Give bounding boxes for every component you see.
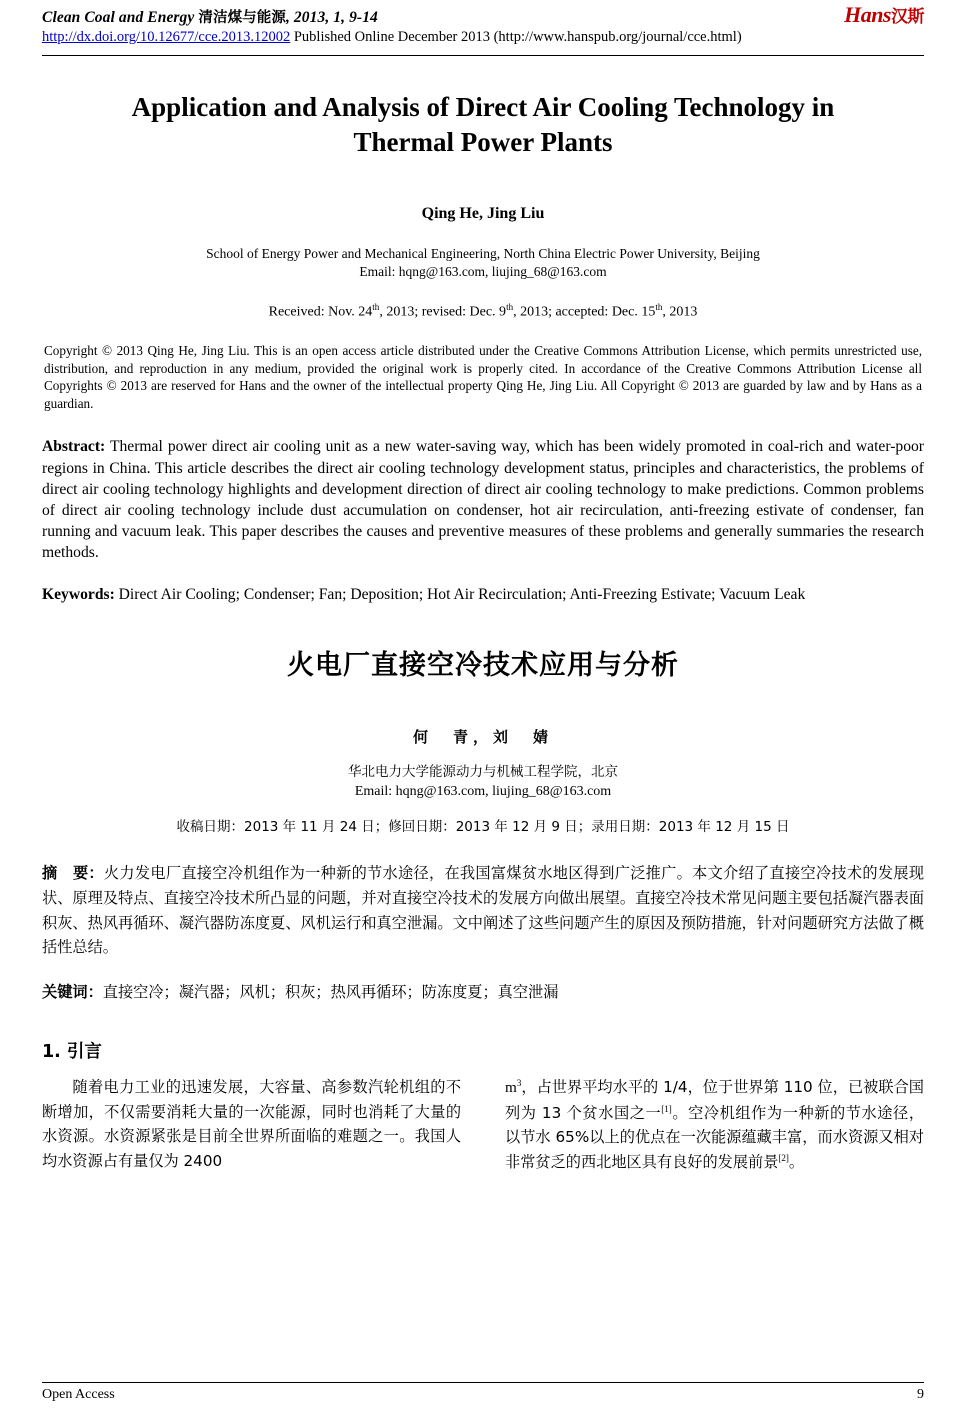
sup-th-1: th [372,301,380,312]
two-column-body [42,1075,924,1175]
authors-en: Qing He, Jing Liu [421,205,545,223]
affiliation-cn [42,763,924,801]
affiliation-en-text: School of Energy Power and Mechanical Engineering, North China Electric Power University, Beijing [206,246,760,262]
footer-divider [42,1382,924,1383]
journal-volume-info: , 2013, 1, 9-14 [285,9,378,26]
body-column-right [505,1075,924,1175]
keywords-cn-label: 关键词： [42,982,103,1001]
authors-cn: 何 青，刘 婧 [412,727,553,746]
dates-en-p4: , 2013 [662,304,698,320]
journal-title-line [42,6,924,27]
citation-ref-2: [2] [778,1152,789,1163]
body-column-left [42,1075,461,1175]
keywords-en-label: Keywords: [42,585,115,603]
affiliation-cn-text: 华北电力大学能源动力与机械工程学院，北京 [348,763,618,780]
doi-link[interactable]: http://dx.doi.org/10.12677/cce.2013.12002 [42,29,291,45]
publisher-logo [844,2,924,28]
abstract-cn-text: 火力发电厂直接空冷机组作为一种新的节水途径，在我国富煤贫水地区得到广泛推广。本文介绍了直接空冷技术的发展现状、原理及特点、直接空冷技术所凸显的问题，并对直接空冷技术的发展方向做出展望。直接空冷技术常见问题主要包括凝汽器表面积灰、热风再循环、凝汽器防冻度夏、风机运行和真空泄漏。文中阐述了这些问题产生的原因及预防措施，针对问题研究方法做了概括性总结。 [42,864,925,957]
abstract-en-text: Thermal power direct air cooling unit as a new water-saving way, which has been widely promoted in coal-rich and water-poor regions in China. This article describes the direct air cooling technology development status, principles and characteristics, the problems of direct air cooling technology highlights and development direction of direct air cooling technology to make predictions. Common problems of direct air cooling technology include dust accumulation on condenser, hot air recirculation, anti-freezing estivate of condenser, fan running and vacuum leak. This paper describes the causes and preventive measures of these problems and generally summaries the research methods. [42,438,924,562]
dates-en-p2: , 2013; revised: Dec. 9 [379,304,507,320]
affiliation-en [42,245,924,281]
keywords-en-text: Direct Air Cooling; Condenser; Fan; Deposition; Hot Air Recirculation; Anti-Freezing Estivate; Vacuum Leak [114,585,806,603]
publisher-logo-en: Hans [844,2,891,27]
doi-line [42,29,924,46]
abstract-en-label: Abstract: [42,438,106,456]
email-cn: Email: hqng@163.com, liujing_68@163.com [354,783,612,799]
dates-cn: 收稿日期：2013 年 11 月 24 日；修回日期：2013 年 12 月 9 日；录用日期：2013 年 12 月 15 日 [176,819,790,836]
body-paragraph-right [505,1075,924,1175]
section-heading-introduction: 1. 引言 [42,1042,102,1063]
dates-en-p3: , 2013; accepted: Dec. 15 [513,304,656,320]
unit-m: m [505,1079,517,1097]
citation-ref-1: [1] [661,1103,672,1114]
abstract-en [42,436,924,563]
publisher-logo-cn: 汉斯 [891,7,924,27]
page-footer [42,1382,924,1403]
open-access-label: Open Access [42,1387,115,1402]
keywords-en [42,584,924,605]
paper-title-cn: 火电厂直接空冷技术应用与分析 [287,649,679,681]
keywords-cn [42,980,924,1004]
body-right-text-2: 。空冷机组作为一种新的节水途径，以节水 65%以上的优点在一次能源蕴藏丰富，而水资源又相对非常贫乏的西北地区具有良好的发展前景 [505,1103,925,1171]
body-paragraph-left: 随着电力工业的迅速发展，大容量、高参数汽轮机组的不断增加，不仅需要消耗大量的一次能源，同时也消耗了大量的水资源。水资源紧张是目前全世界所面临的难题之一。我国人均水资源占有量仅为 2400 [42,1078,461,1170]
paper-title-en: Application and Analysis of Direct Air Cooling Technology in Thermal Power Plants [131,92,835,157]
unit-m-exponent: 3 [516,1078,522,1089]
page-number: 9 [917,1387,924,1402]
sup-th-3: th [655,301,663,312]
journal-title-en: Clean Coal and Energy [42,9,195,26]
copyright-notice: Copyright © 2013 Qing He, Jing Liu. This is an open access article distributed under the Creative Commons Attribution License, which permits unrestricted use, distribution, and reproduction in any medium, provided the original work is properly cited. In accordance of the Creative Commons Attribution License all Copyrights © 2013 are reserved for Hans and the owner of the intellectual property Qing He, Jing Liu. All Copyright © 2013 are guarded by law and by Hans as a guardian. [44,343,922,411]
abstract-cn-label: 摘 要： [42,864,104,883]
dates-en [42,302,924,321]
publication-info: Published Online December 2013 (http://www.hanspub.org/journal/cce.html) [293,29,742,45]
sup-th-2: th [506,301,514,312]
dates-en-p1: Received: Nov. 24 [268,304,373,320]
page-header [42,0,924,52]
header-divider [42,55,924,56]
email-en: Email: hqng@163.com, liujing_68@163.com [359,264,607,280]
body-right-text-3: 。 [788,1152,805,1171]
body-right-text-1: ，占世界平均水平的 1/4，位于世界第 110 位，已被联合国列为 13 个贫水国之一 [505,1078,924,1122]
keywords-cn-text: 直接空冷；凝汽器；风机；积灰；热风再循环；防冻度夏；真空泄漏 [102,982,559,1001]
journal-title-cn: 清洁煤与能源 [198,10,286,26]
abstract-cn [42,861,924,960]
